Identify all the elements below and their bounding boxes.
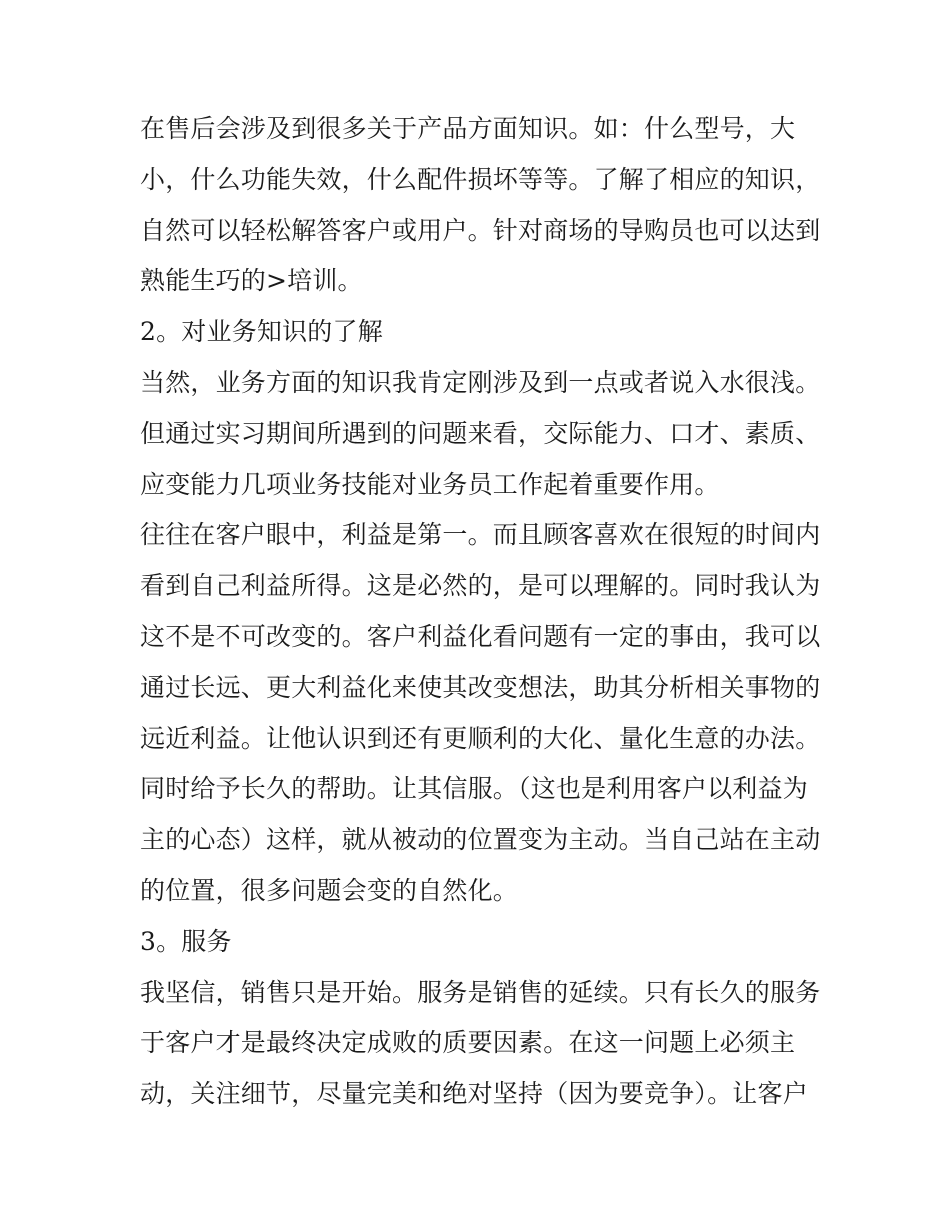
paragraph-line: 在售后会涉及到很多关于产品方面知识。如：什么型号，大 — [140, 114, 796, 143]
section-heading: 2。对业务知识的了解 — [140, 317, 383, 347]
paragraph-line: 小，什么功能失效，什么配件损坏等等。了解了相应的知识， — [140, 164, 821, 194]
paragraph-line: 的位置，很多问题会变的自然化。 — [140, 875, 519, 905]
paragraph-line: 熟能生巧的>培训。 — [140, 266, 363, 296]
paragraph-line: 主的心态）这样，就从被动的位置变为主动。当自己站在主动 — [140, 825, 821, 855]
paragraph-line: 往往在客户眼中，利益是第一。而且顾客喜欢在很短的时间内 — [140, 520, 821, 550]
paragraph-line: 动，关注细节，尽量完美和绝对坚持（因为要竞争）。让客户 — [140, 1079, 808, 1109]
document-body — [140, 104, 820, 1120]
paragraph-line: 应变能力几项业务技能对业务员工作起着重要作用。 — [140, 469, 720, 499]
paragraph-line: 当然，业务方面的知识我肯定刚涉及到一点或者说入水很浅。 — [140, 367, 821, 397]
paragraph-line: 自然可以轻松解答客户或用户。针对商场的导购员也可以达到 — [140, 215, 821, 245]
paragraph-line: 我坚信，销售只是开始。服务是销售的延续。只有长久的服务 — [140, 977, 821, 1007]
paragraph-line: 同时给予长久的帮助。让其信服。（这也是利用客户以利益为 — [140, 774, 808, 804]
paragraph-line: 但通过实习期间所遇到的问题来看，交际能力、口才、素质、 — [140, 418, 821, 448]
paragraph-line: 看到自己利益所得。这是必然的，是可以理解的。同时我认为 — [140, 571, 821, 601]
section-heading: 3。服务 — [140, 926, 232, 956]
paragraph-line: 这不是不可改变的。客户利益化看问题有一定的事由，我可以 — [140, 621, 821, 651]
paragraph-line: 远近利益。让他认识到还有更顺利的大化、量化生意的办法。 — [140, 723, 821, 753]
paragraph-line: 于客户才是最终决定成败的质要因素。在这一问题上必须主 — [140, 1028, 796, 1058]
paragraph-line: 通过长远、更大利益化来使其改变想法，助其分析相关事物的 — [140, 672, 821, 702]
